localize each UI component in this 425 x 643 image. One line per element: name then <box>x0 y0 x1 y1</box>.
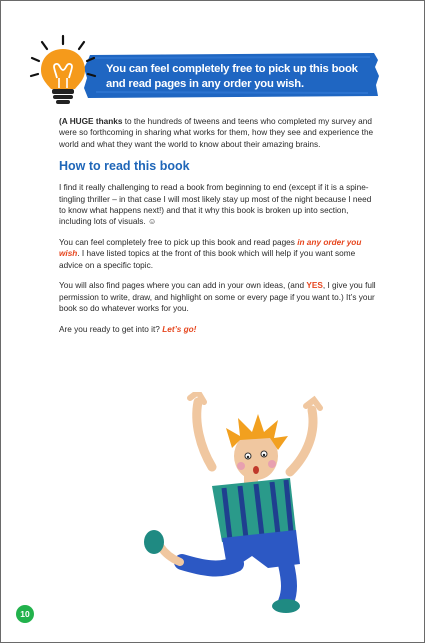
intro-bold-lead: (A HUGE thanks <box>59 117 123 126</box>
paragraph-1: I find it really challenging to read a book from beginning to end (except if it is a spine-tingling thriller – in that case I will most likely stay up most of the night because I need to know what happens next!) and that it why this book is broken up into section, including lots of visuals. ☺ <box>59 183 372 227</box>
paragraph-3-text-end: , I give you full permission to write, draw, and highlight on some or every page if you want to.) It’s your book so do whatever works for you. <box>59 281 376 314</box>
paragraph-2-text-end: . I have listed topics at the front of this book which will help if you want some advice on a specific topic. <box>59 249 356 270</box>
paragraph-3-highlight: YES <box>306 281 323 291</box>
paragraph-4-highlight: Let’s go! <box>162 324 197 334</box>
tip-banner <box>84 52 380 98</box>
intro-text: to the hundreds of tweens and teens who completed my survey and were so forthcoming in sharing what works for them, how they see and experience the world and what they want the world to know about their amazing brains. <box>59 117 374 149</box>
paragraph-2 <box>59 237 379 271</box>
paragraph-2-highlight: in any order you wish <box>59 238 362 259</box>
page-number-badge: 10 <box>16 605 34 623</box>
paragraph-4-text: Are you ready to get into it? <box>59 324 163 334</box>
boy-illustration <box>140 392 350 614</box>
paragraph-2-text: You can feel completely free to pick up this book and read pages <box>59 238 298 248</box>
intro-paragraph <box>59 116 379 150</box>
section-heading: How to read this book <box>59 159 190 174</box>
paragraph-3 <box>59 280 379 314</box>
lightbulb-icon <box>26 34 100 108</box>
paragraph-3-text: You will also find pages where you can add in your own ideas, (and <box>59 281 307 291</box>
banner-text: You can feel completely free to pick up this book and read pages in any order you wish. <box>106 63 358 90</box>
paragraph-4 <box>59 324 379 335</box>
page-content <box>59 116 379 345</box>
